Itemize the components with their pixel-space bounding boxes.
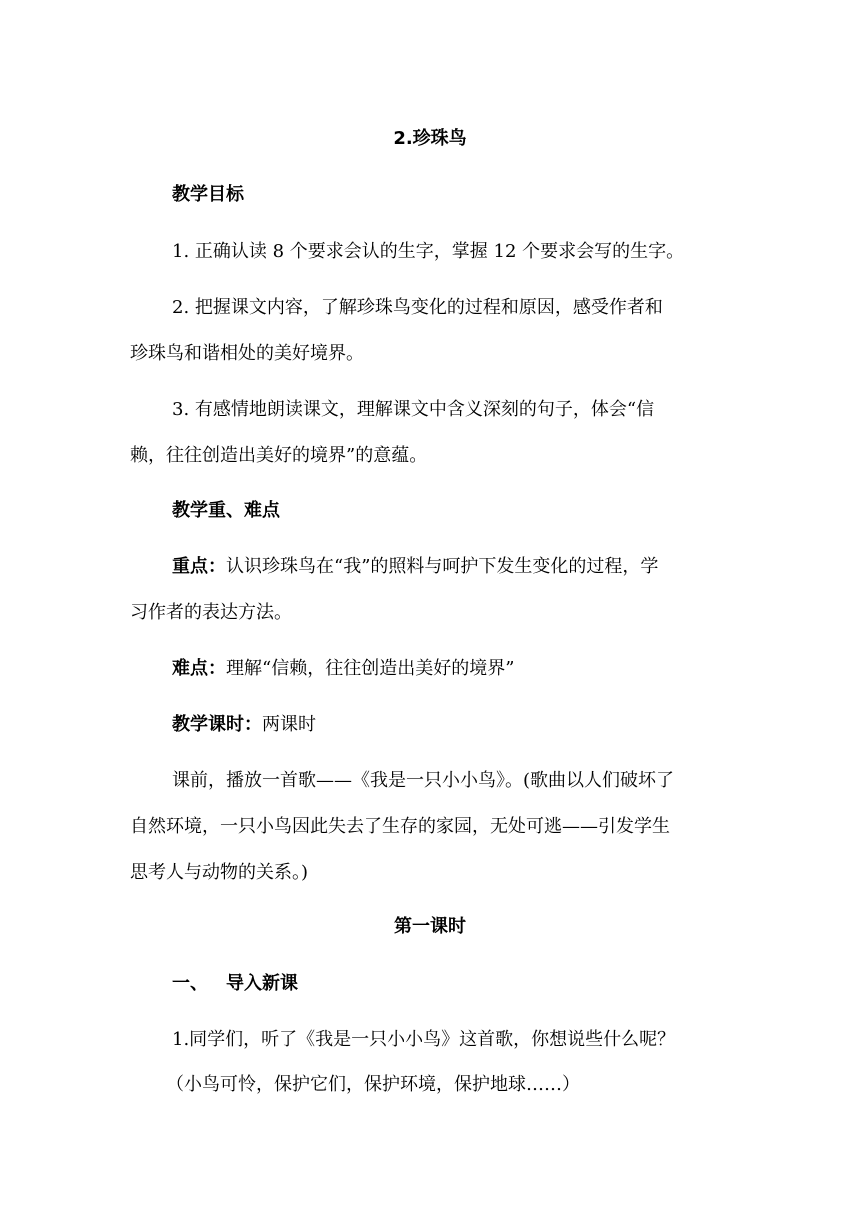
key-point-label: 重点： — [172, 556, 226, 577]
document-title: 2.珍珠鸟 — [393, 128, 467, 149]
goal-item-3-line-2: 赖，往往创造出美好的境界”的意蕴。 — [130, 445, 428, 466]
key-point-text: 认识珍珠鸟在“我”的照料与呵护下发生变化的过程，学 — [226, 556, 659, 577]
class-hours-line — [172, 711, 316, 739]
preclass-line-3: 思考人与动物的关系。) — [130, 862, 309, 883]
difficulty-label: 难点： — [172, 658, 226, 679]
section-1-heading — [172, 970, 298, 998]
lesson-heading: 第一课时 — [394, 916, 466, 937]
goal-item-3-line-1: 3. 有感情地朗读课文，理解课文中含义深刻的句子，体会“信 — [172, 399, 655, 420]
goal-item-1: 1. 正确认读 8 个要求会认的生字，掌握 12 个要求会写的生字。 — [172, 241, 685, 262]
difficulty-text: 理解“信赖，往往创造出美好的境界” — [226, 658, 515, 679]
goal-item-2-line-2: 珍珠鸟和谐相处的美好境界。 — [130, 343, 364, 364]
preclass-line-1: 课前，播放一首歌——《我是一只小小鸟》。(歌曲以人们破坏了 — [172, 770, 675, 791]
section-1-title: 导入新课 — [226, 973, 298, 994]
section-1-number: 一、 — [172, 973, 208, 994]
section-heading-goals: 教学目标 — [172, 184, 244, 205]
question-1-line-2: （小鸟可怜，保护它们，保护环境，保护地球……） — [166, 1074, 580, 1095]
difficulty-line — [172, 655, 514, 683]
preclass-line-2: 自然环境，一只小鸟因此失去了生存的家园，无处可逃——引发学生 — [130, 816, 670, 837]
key-point-line-2: 习作者的表达方法。 — [130, 602, 292, 623]
question-1-line-1: 1.同学们，听了《我是一只小小鸟》这首歌，你想说些什么呢？ — [172, 1029, 676, 1050]
class-hours-label: 教学课时： — [172, 714, 262, 735]
section-heading-key-points: 教学重、难点 — [172, 500, 280, 521]
goal-item-2-line-1: 2. 把握课文内容，了解珍珠鸟变化的过程和原因，感受作者和 — [172, 297, 663, 318]
class-hours-text: 两课时 — [262, 714, 316, 735]
key-point-line-1 — [172, 553, 658, 581]
